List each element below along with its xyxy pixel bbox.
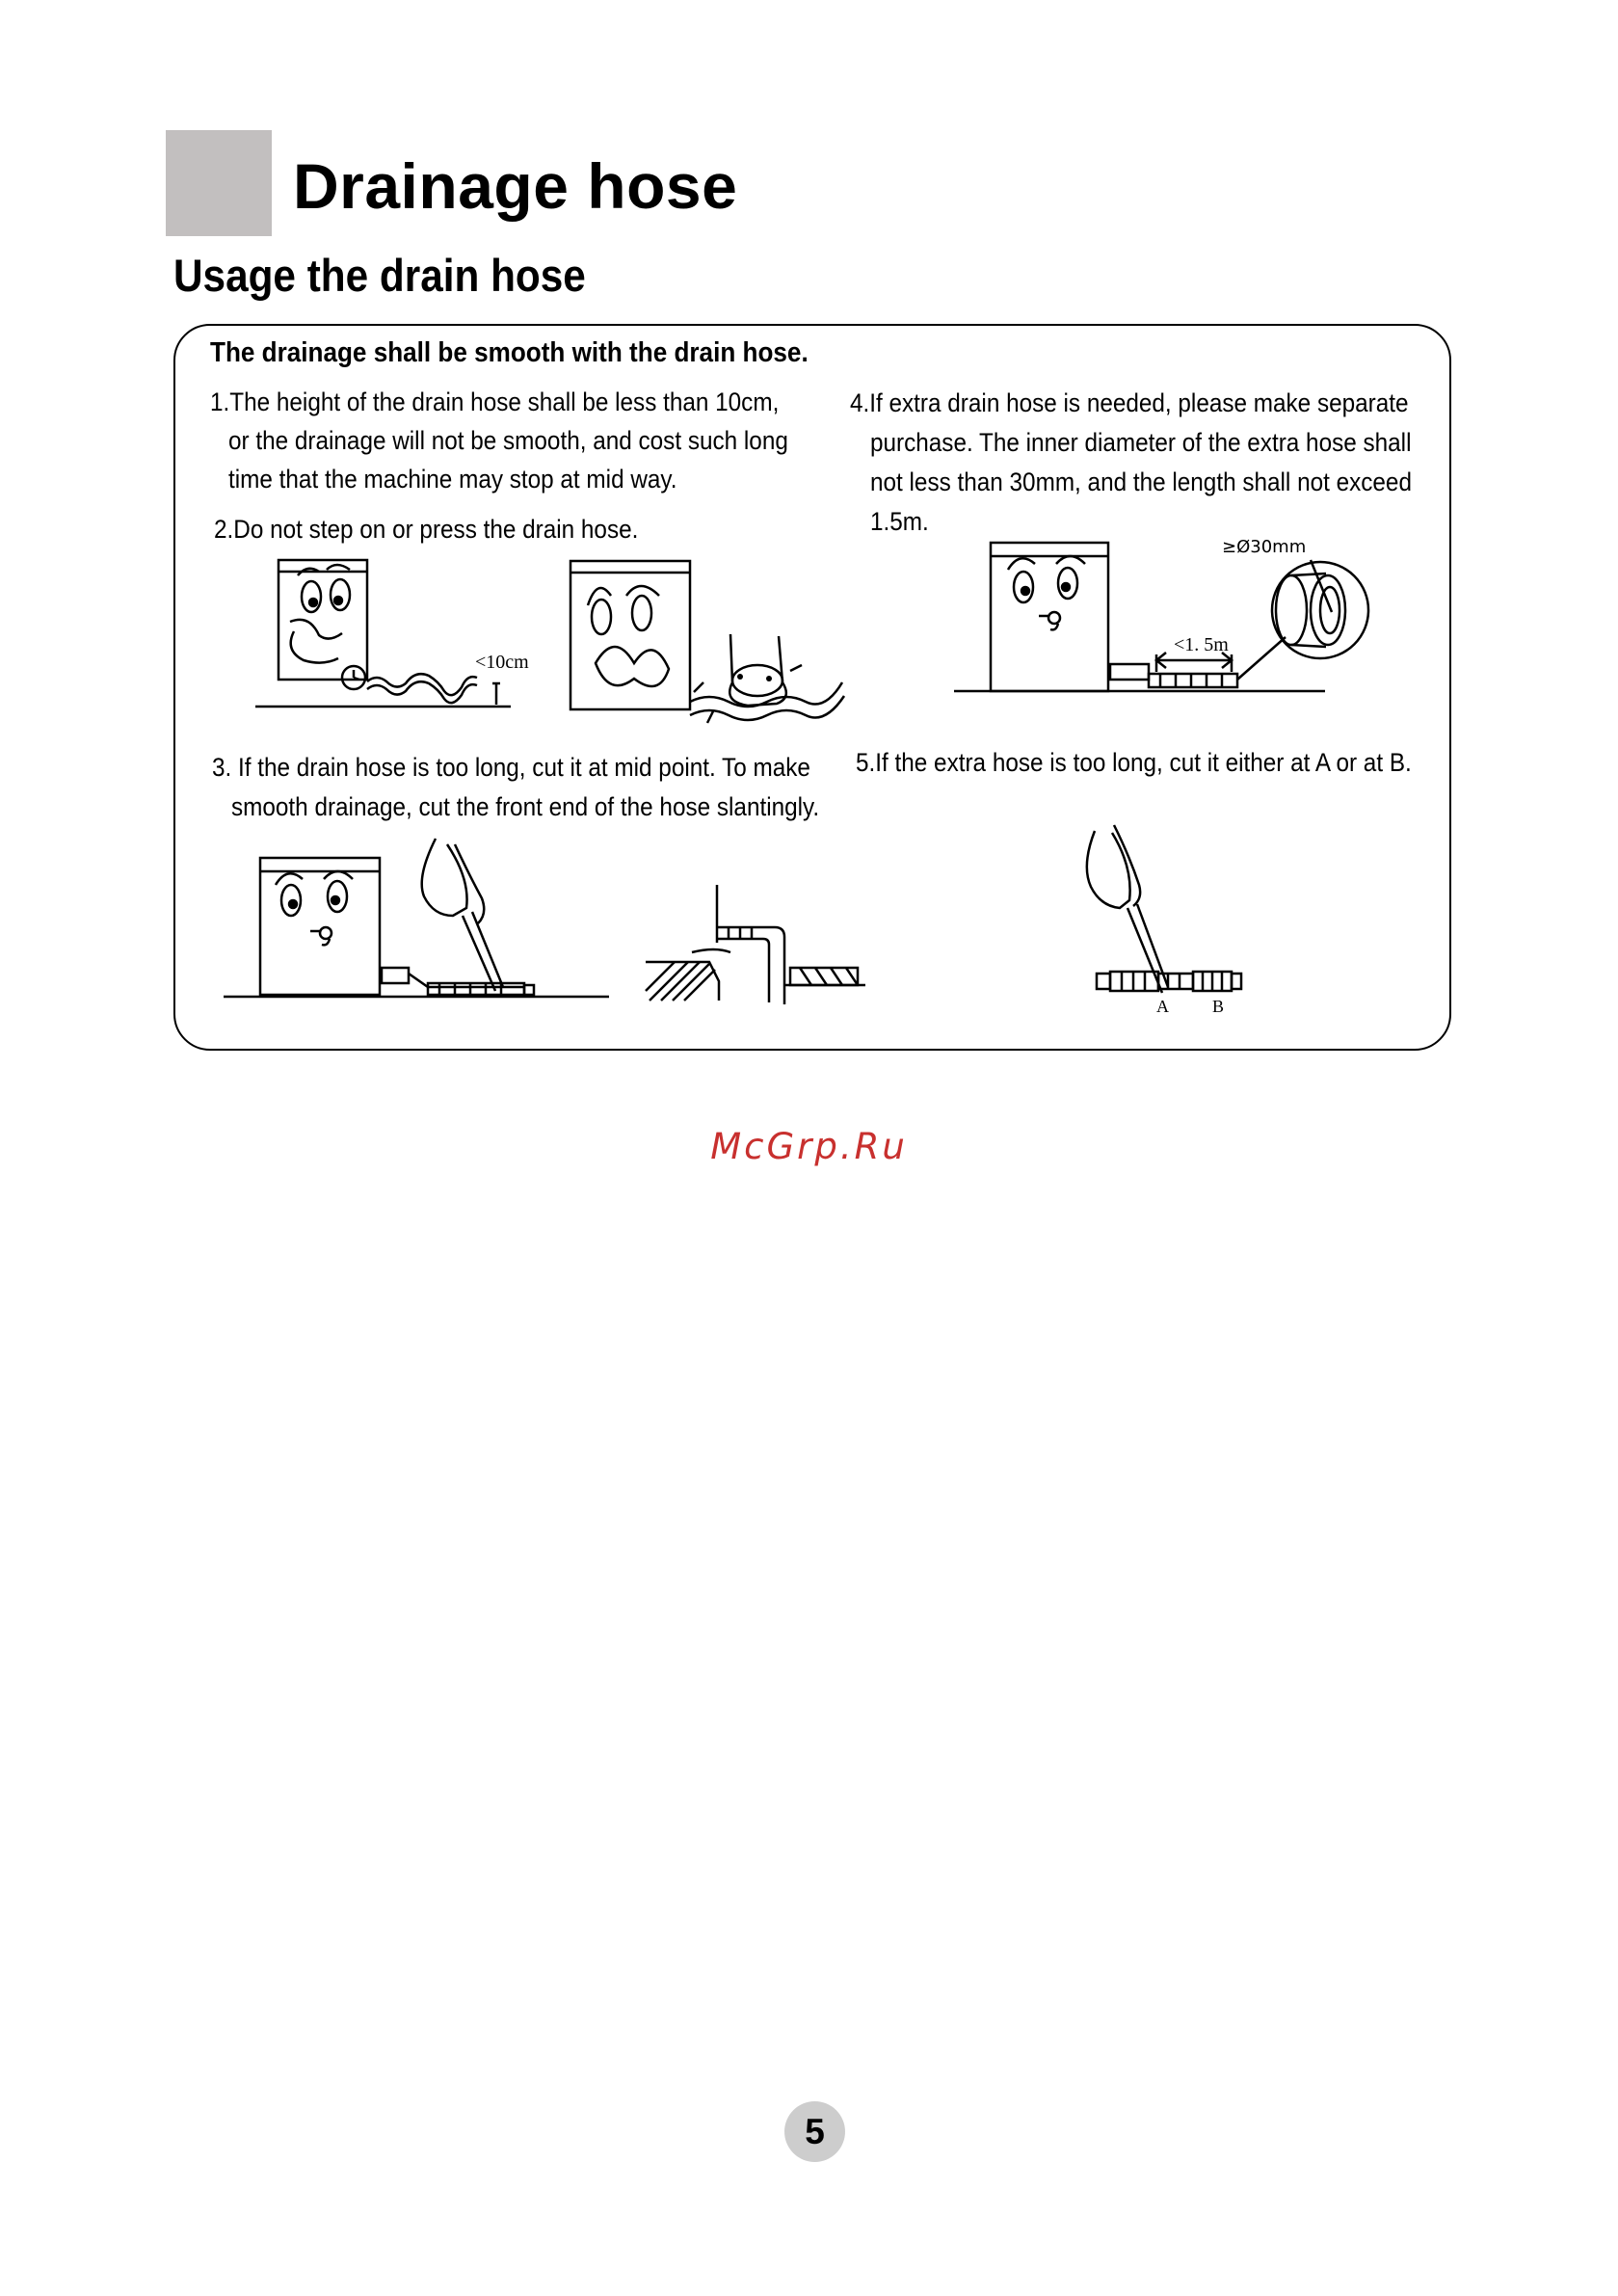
item4-line4: 1.5m.	[870, 507, 929, 536]
length-limit-label: <1. 5m	[1174, 634, 1229, 655]
item5-text: 5.If the extra hose is too long, cut it either at A or at B.	[856, 748, 1412, 777]
slanted-cut-illustration	[646, 885, 867, 1005]
item3-line1: 3. If the drain hose is too long, cut it at mid point. To make	[212, 753, 810, 782]
diameter-label: ≥Ø30mm	[1222, 537, 1307, 557]
item1-line2: or the drainage will not be smooth, and cost such long	[228, 426, 788, 455]
item1-line1: 1.The height of the drain hose shall be less than 10cm,	[210, 387, 780, 416]
extra-hose-illustration	[954, 535, 1388, 704]
item1-line3: time that the machine may stop at mid way.	[228, 465, 677, 494]
cut-midpoint-illustration	[224, 829, 619, 1002]
item2-text: 2.Do not step on or press the drain hose.	[214, 515, 639, 544]
cut-point-b-label: B	[1212, 997, 1225, 1016]
page-title: Drainage hose	[293, 150, 738, 222]
cut-point-a-label: A	[1156, 997, 1169, 1016]
panel-lead: The drainage shall be smooth with the drain hose.	[210, 337, 809, 368]
item4-line3: not less than 30mm, and the length shall not exceed	[870, 467, 1412, 496]
watermark: McGrp.Ru	[710, 1126, 908, 1167]
cut-a-or-b-illustration	[1089, 819, 1272, 1022]
item4-line1: 4.If extra drain hose is needed, please make separate	[850, 388, 1409, 417]
no-stepping-illustration	[569, 557, 858, 740]
item4-line2: purchase. The inner diameter of the extra hose shall	[870, 428, 1412, 457]
item3-line2: smooth drainage, cut the front end of the hose slantingly.	[231, 792, 820, 821]
page-number: 5	[784, 2101, 845, 2162]
hose-height-illustration	[255, 554, 535, 708]
height-limit-label: <10cm	[475, 652, 529, 673]
section-subtitle: Usage the drain hose	[173, 250, 586, 301]
section-marker	[166, 130, 272, 236]
